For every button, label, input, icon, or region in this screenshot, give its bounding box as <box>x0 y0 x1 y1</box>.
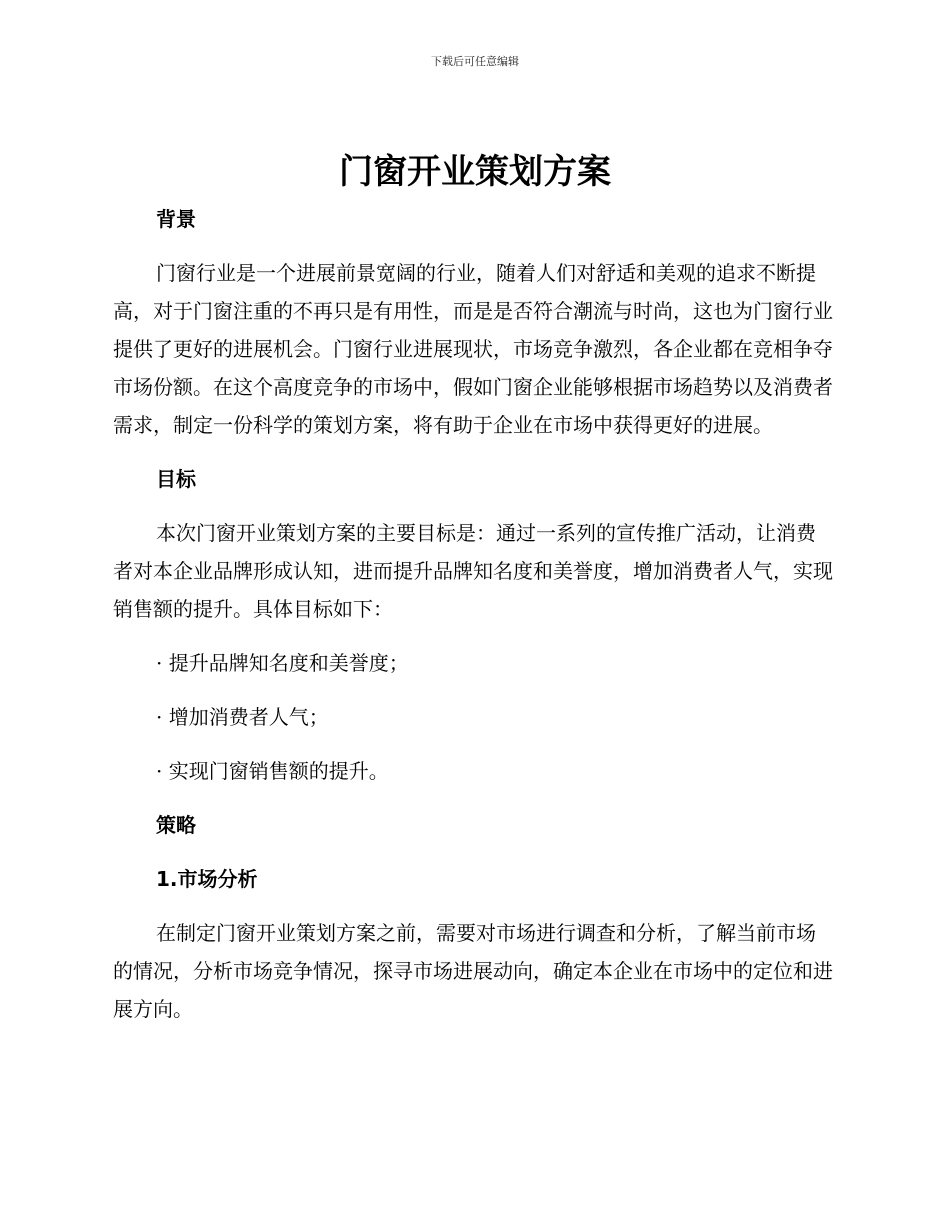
goal-bullet-item: · 增加消费者人气； <box>156 705 329 729</box>
goal-bullet-item: · 提升品牌知名度和美誉度； <box>156 651 409 675</box>
subsection-heading-market-analysis: 1.市场分析 <box>156 867 258 891</box>
section-heading-goals: 目标 <box>156 467 196 491</box>
market-analysis-paragraph: 在制定门窗开业策划方案之前，需要对市场进行调查和分析，了解当前市场的情况，分析市场竞争情况，探寻市场进展动向，确定本企业在市场中的定位和进展方向。 <box>113 921 833 1021</box>
document-body <box>113 200 833 1044</box>
section-heading-background: 背景 <box>156 207 196 231</box>
document-title: 门窗开业策划方案 <box>339 152 611 192</box>
page-header-note: 下载后可任意编辑 <box>431 55 519 68</box>
goal-bullet-item: · 实现门窗销售额的提升。 <box>156 759 389 783</box>
goals-bullet-list <box>113 644 833 790</box>
goals-paragraph: 本次门窗开业策划方案的主要目标是：通过一系列的宣传推广活动，让消费者对本企业品牌形成认知，进而提升品牌知名度和美誉度，增加消费者人气，实现销售额的提升。具体目标如下： <box>113 521 833 621</box>
section-heading-strategy: 策略 <box>156 813 196 837</box>
background-paragraph: 门窗行业是一个进展前景宽阔的行业，随着人们对舒适和美观的追求不断提高，对于门窗注重的不再只是有用性，而是是否符合潮流与时尚，这也为门窗行业提供了更好的进展机会。门窗行业进展现状，市场竞争激烈，各企业都在竞相争夺市场份额。在这个高度竞争的市场中，假如门窗企业能够根据市场趋势以及消费者需求，制定一份科学的策划方案，将有助于企业在市场中获得更好的进展。 <box>113 261 833 437</box>
